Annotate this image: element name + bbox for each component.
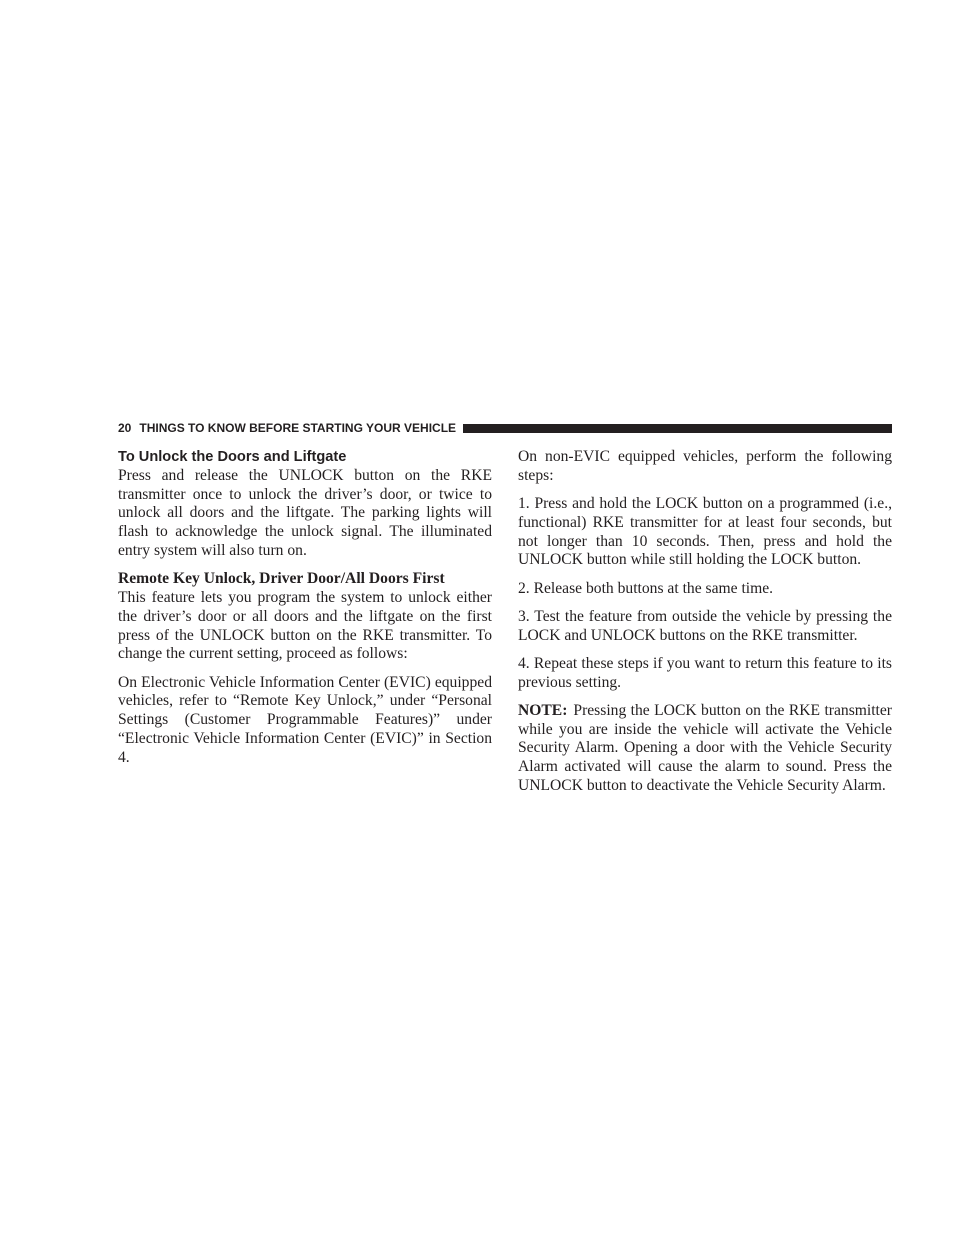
step-1: 1. Press and hold the LOCK button on a programmed (i.e., functional) RKE transmitter for at least four seconds, but not longer than 10 seconds. Then, press and hold the UNLOCK button while still holding the LOCK button. [518, 494, 892, 569]
step-2: 2. Release both buttons at the same time. [518, 579, 774, 597]
paragraph-non-evic: On non-EVIC equipped vehicles, perform the following steps: [518, 448, 892, 484]
paragraph-unlock: Press and release the UNLOCK button on the RKE transmitter once to unlock the driver’s door, or twice to unlock all doors and the liftgate. The parking lights will flash to acknowledge the unlock signal. The illuminated entry system will also turn on. [118, 466, 492, 559]
step-3: 3. Test the feature from outside the vehicle by pressing the LOCK and UNLOCK buttons on the RKE transmitter. [518, 607, 892, 644]
step-4: 4. Repeat these steps if you want to return this feature to its previous setting. [518, 654, 892, 691]
note-paragraph [518, 702, 892, 796]
page-number: 20 [118, 421, 132, 435]
left-column [118, 448, 492, 777]
header-rule [463, 424, 892, 433]
note-label: NOTE: [518, 701, 568, 719]
heading-remote-key-unlock: Remote Key Unlock, Driver Door/All Doors First [118, 570, 445, 588]
right-column [518, 448, 892, 805]
heading-unlock-doors: To Unlock the Doors and Liftgate [118, 449, 347, 465]
page-header [118, 419, 892, 437]
section-title: THINGS TO KNOW BEFORE STARTING YOUR VEHICLE [139, 421, 457, 435]
note-text: Pressing the LOCK button on the RKE transmitter while you are inside the vehicle will activate the Vehicle Security Alarm. Opening a door with the Vehicle Security Alarm activated will cause the alarm to sound. Press the UNLOCK button to deactivate the Vehicle Security Alarm. [518, 701, 892, 794]
paragraph-remote: This feature lets you program the system to unlock either the driver’s door or all doors and the liftgate on the first press of the UNLOCK button on the RKE transmitter. To change the current setting, proceed as follows: [118, 588, 492, 663]
paragraph-evic: On Electronic Vehicle Information Center (EVIC) equipped vehicles, refer to “Remote Key Unlock,” under “Personal Settings (Customer Programmable Features)” under “Electronic Vehicle Information Center (EVIC)” in Section 4. [118, 673, 492, 766]
